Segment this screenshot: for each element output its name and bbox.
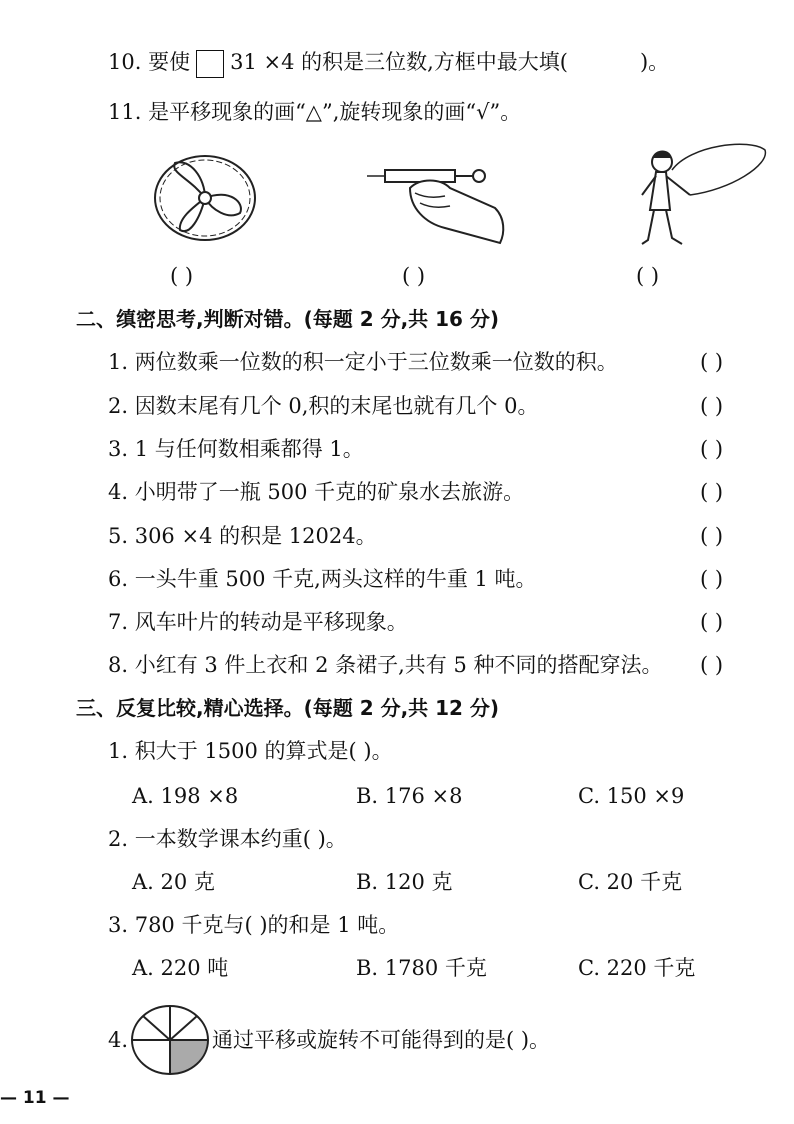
judge-answer-5: ( ): [700, 524, 724, 548]
judge-answer-6: ( ): [700, 567, 724, 591]
choice-1-option-b: B. 176 ×8: [356, 784, 463, 808]
question-10: [108, 48, 669, 78]
judge-answer-2: ( ): [700, 394, 724, 418]
choice-1-option-a: A. 198 ×8: [132, 784, 239, 808]
skipping-rope-icon: [630, 140, 770, 255]
judge-item-8: 8. 小红有 3 件上衣和 2 条裙子,共有 5 种不同的搭配穿法。: [108, 653, 663, 677]
choice-3-option-c: C. 220 千克: [578, 956, 696, 980]
judge-answer-4: ( ): [700, 480, 724, 504]
judge-item-3: 3. 1 与任何数相乘都得 1。: [108, 437, 364, 461]
judge-item-4: 4. 小明带了一瓶 500 千克的矿泉水去旅游。: [108, 480, 525, 504]
picture-1-answer: ( ): [170, 264, 194, 288]
judge-answer-1: ( ): [700, 350, 724, 374]
choice-1-option-c: C. 150 ×9: [578, 784, 685, 808]
judge-answer-7: ( ): [700, 610, 724, 634]
judge-answer-8: ( ): [700, 653, 724, 677]
page-number: — 11 —: [0, 1088, 70, 1108]
syringe-hand-icon: [365, 148, 515, 248]
answer-box: [196, 50, 224, 78]
judge-item-2: 2. 因数末尾有几个 0,积的末尾也就有几个 0。: [108, 394, 539, 418]
question-10-prefix: 10. 要使: [108, 50, 191, 74]
choice-2-option-c: C. 20 千克: [578, 870, 683, 894]
choice-question-3: 3. 780 千克与( )的和是 1 吨。: [108, 913, 400, 937]
circle-pie-icon: [130, 1004, 210, 1076]
choice-3-option-b: B. 1780 千克: [356, 956, 487, 980]
choice-question-2: 2. 一本数学课本约重( )。: [108, 827, 347, 851]
picture-3-answer: ( ): [636, 264, 660, 288]
choice-2-option-a: A. 20 克: [132, 870, 215, 894]
judge-item-1: 1. 两位数乘一位数的积一定小于三位数乘一位数的积。: [108, 350, 618, 374]
question-11: 11. 是平移现象的画“△”,旋转现象的画“√”。: [108, 100, 522, 124]
choice-3-option-a: A. 220 吨: [132, 956, 229, 980]
section-3-heading: 三、反复比较,精心选择。(每题 2 分,共 12 分): [76, 696, 500, 720]
judge-item-6: 6. 一头牛重 500 千克,两头这样的牛重 1 吨。: [108, 567, 537, 591]
judge-item-7: 7. 风车叶片的转动是平移现象。: [108, 610, 408, 634]
picture-2-answer: ( ): [402, 264, 426, 288]
question-10-suffix: 31 ×4 的积是三位数,方框中最大填(: [230, 50, 568, 74]
judge-answer-3: ( ): [700, 437, 724, 461]
choice-2-option-b: B. 120 克: [356, 870, 453, 894]
question-10-end: )。: [639, 50, 670, 74]
choice-question-4-number: 4.: [108, 1028, 129, 1052]
choice-question-1: 1. 积大于 1500 的算式是( )。: [108, 739, 393, 763]
fan-icon: [150, 148, 260, 248]
judge-item-5: 5. 306 ×4 的积是 12024。: [108, 524, 377, 548]
section-2-heading: 二、缜密思考,判断对错。(每题 2 分,共 16 分): [76, 307, 500, 331]
choice-question-4-text: 通过平移或旋转不可能得到的是( )。: [212, 1028, 551, 1052]
